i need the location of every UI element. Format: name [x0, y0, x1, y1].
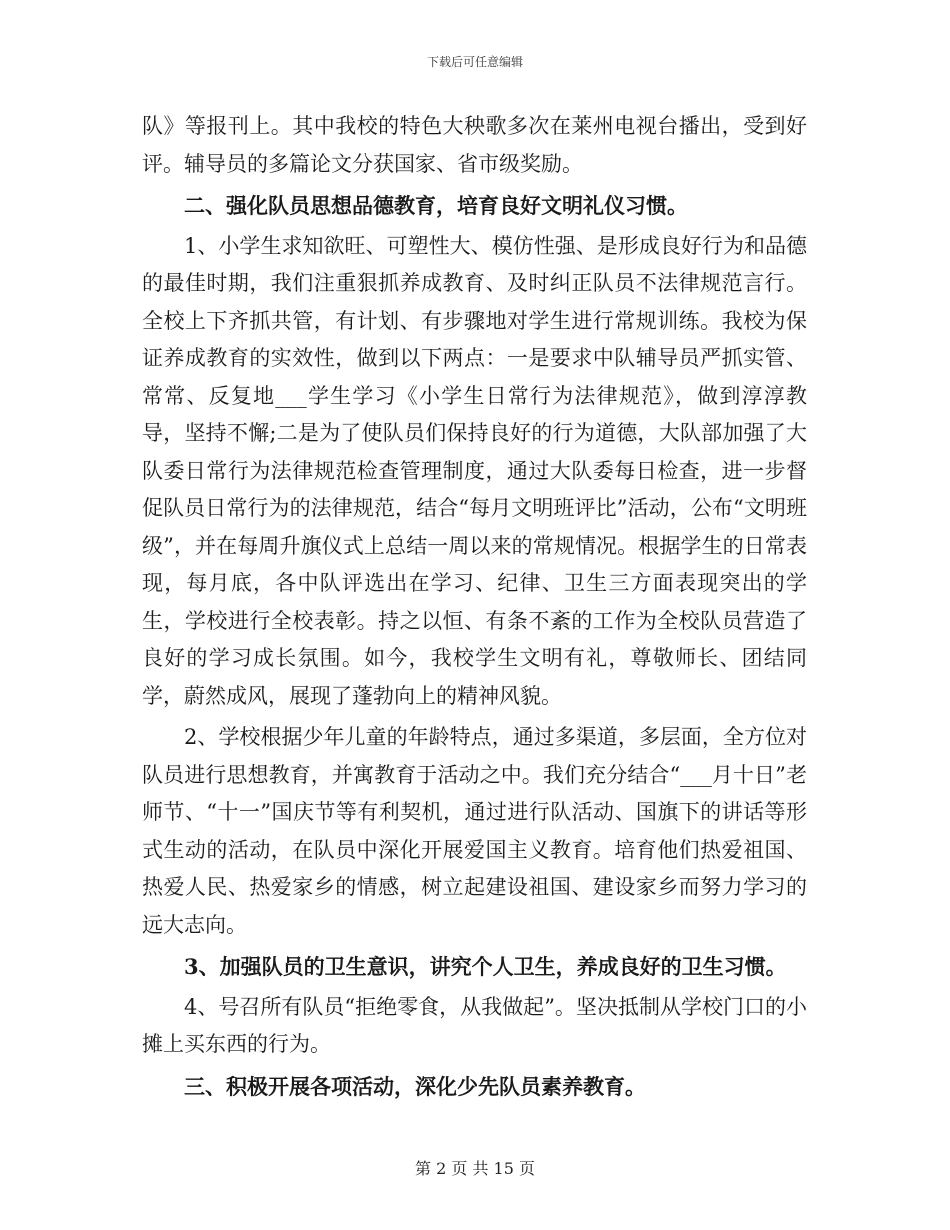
- paragraph-item-3: 3、加强队员的卫生意识，讲究个人卫生，养成良好的卫生习惯。: [184, 954, 787, 979]
- document-body: [142, 108, 807, 1108]
- page-number-footer: 第 2 页 共 15 页: [415, 1159, 535, 1178]
- page-header-note: 下载后可任意编辑: [426, 55, 523, 69]
- paragraph-item-2: 2、学校根据少年儿童的年龄特点，通过多渠道，多层面，全方位对队员进行思想教育，并寓教育于活动之中。我们充分结合“___月十日”老师节、“十一”国庆节等有利契机，通过进行队活动、国旗下的讲话等形式生动的活动，在队员中深化开展爱国主义教育。培育他们热爱祖国、热爱人民、热爱家乡的情感，树立起建设祖国、建设家乡而努力学习的远大志向。: [142, 725, 807, 937]
- paragraph-continued: 队》等报刊上。其中我校的特色大秧歌多次在莱州电视台播出，受到好评。辅导员的多篇论文分获国家、省市级奖励。: [142, 114, 807, 176]
- section-heading-2: 二、强化队员思想品德教育，培育良好文明礼仪习惯。: [184, 193, 688, 218]
- section-heading-3: 三、积极开展各项活动，深化少先队员素养教育。: [184, 1073, 646, 1099]
- paragraph-item-4: 4、号召所有队员“拒绝零食，从我做起”。坚决抵制从学校门口的小摊上买东西的行为。: [142, 994, 807, 1056]
- paragraph-item-1: 1、小学生求知欲旺、可塑性大、模仿性强、是形成良好行为和品德的最佳时期，我们注重狠抓养成教育、及时纠正队员不法律规范言行。全校上下齐抓共管，有计划、有步骤地对学生进行常规训练。我校为保证养成教育的实效性，做到以下两点：一是要求中队辅导员严抓实管、常常、反复地___学生学习《小学生日常行为法律规范》，做到淳淳教导，坚持不懈;二是为了使队员们保持良好的行为道德，大队部加强了大队委日常行为法律规范检查管理制度，通过大队委每日检查，进一步督促队员日常行为的法律规范，结合“每月文明班评比”活动，公布“文明班级”，并在每周升旗仪式上总结一周以来的常规情况。根据学生的日常表现，每月底，各中队评选出在学习、纪律、卫生三方面表现突出的学生，学校进行全校表彰。持之以恒、有条不紊的工作为全校队员营造了良好的学习成长氛围。如今，我校学生文明有礼，尊敬师长、团结同学，蔚然成风，展现了蓬勃向上的精神风貌。: [142, 233, 807, 708]
